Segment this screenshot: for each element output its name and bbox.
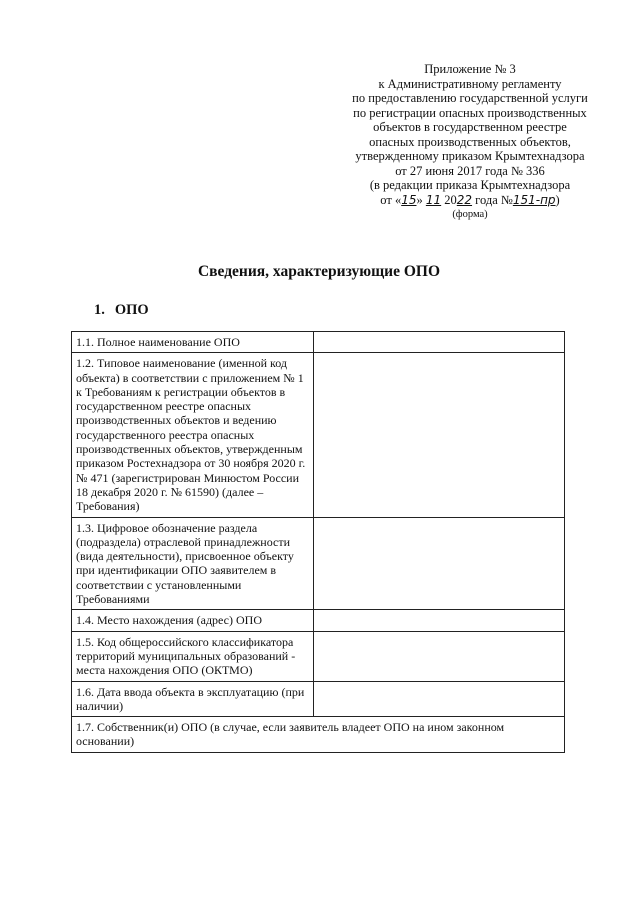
table-row — [72, 353, 565, 517]
header-line: Приложение № 3 — [424, 62, 516, 76]
table-row — [72, 517, 565, 610]
edition-day: 15 — [401, 192, 417, 207]
table-row — [72, 610, 565, 631]
document-title: Сведения, характеризующие ОПО — [197, 263, 441, 280]
opo-info-table — [71, 331, 565, 753]
row-label: 1.6. Дата ввода объекта в эксплуатацию (при наличии) — [72, 681, 314, 717]
header-line: от 27 июня 2017 года № 336 — [395, 163, 545, 178]
row-label: 1.5. Код общероссийского классификатора территорий муниципальных образований - места нахождения ОПО (ОКТМО) — [72, 631, 314, 681]
edition-month: 11 — [425, 192, 442, 207]
header-line: утвержденному приказом Крымтехнадзора — [355, 149, 585, 163]
row-value[interactable] — [314, 631, 565, 681]
row-label: 1.3. Цифровое обозначение раздела (подраздела) отраслевой принадлежности (вида деятельности), присвоенное объекту при идентификации ОПО заявителем в соответствии с установленными Требованиями — [72, 517, 314, 610]
row-value[interactable] — [314, 332, 565, 353]
section-number: 1. — [94, 302, 105, 318]
row-label: 1.1. Полное наименование ОПО — [72, 332, 314, 353]
table-row — [72, 332, 565, 353]
row-value[interactable] — [314, 517, 565, 610]
header-line: объектов в государственном реестре — [373, 120, 567, 134]
row-value[interactable] — [314, 681, 565, 717]
table-row — [72, 717, 565, 753]
edition-date-line: от «15» 11 2022 года №151-пр) — [380, 192, 560, 207]
edition-number: 151-пр — [512, 192, 556, 207]
section-title: ОПО — [114, 302, 149, 318]
header-line: к Административному регламенту — [378, 76, 562, 91]
row-label: 1.2. Типовое наименование (именной код объекта) в соответствии с приложением № 1 к Требованиям к регистрации объектов в государственном реестре опасных производственных объектов и ведению государственного реестра опасных производственных объектов, утвержденным приказом Ростехнадзора от 30 ноября 2020 г. № 471 (зарегистрирован Минюстом России 18 декабря 2020 г. № 61590) (далее – Требования) — [72, 353, 314, 517]
row-label: 1.4. Место нахождения (адрес) ОПО — [72, 610, 314, 631]
row-value[interactable] — [314, 610, 565, 631]
header-line: по регистрации опасных производственных — [353, 105, 587, 120]
form-label: (форма) — [452, 209, 488, 220]
table-row — [72, 681, 565, 717]
row-label-full: 1.7. Собственник(и) ОПО (в случае, если заявитель владеет ОПО на ином законном основании) — [72, 717, 565, 753]
table-row — [72, 631, 565, 681]
section-heading — [94, 302, 149, 319]
header-line: по предоставлению государственной услуги — [352, 91, 588, 105]
header-line: опасных производственных объектов, — [369, 134, 571, 149]
document-header — [330, 62, 610, 223]
edition-year: 22 — [456, 192, 473, 207]
row-value[interactable] — [314, 353, 565, 517]
header-line: (в редакции приказа Крымтехнадзора — [369, 178, 571, 192]
